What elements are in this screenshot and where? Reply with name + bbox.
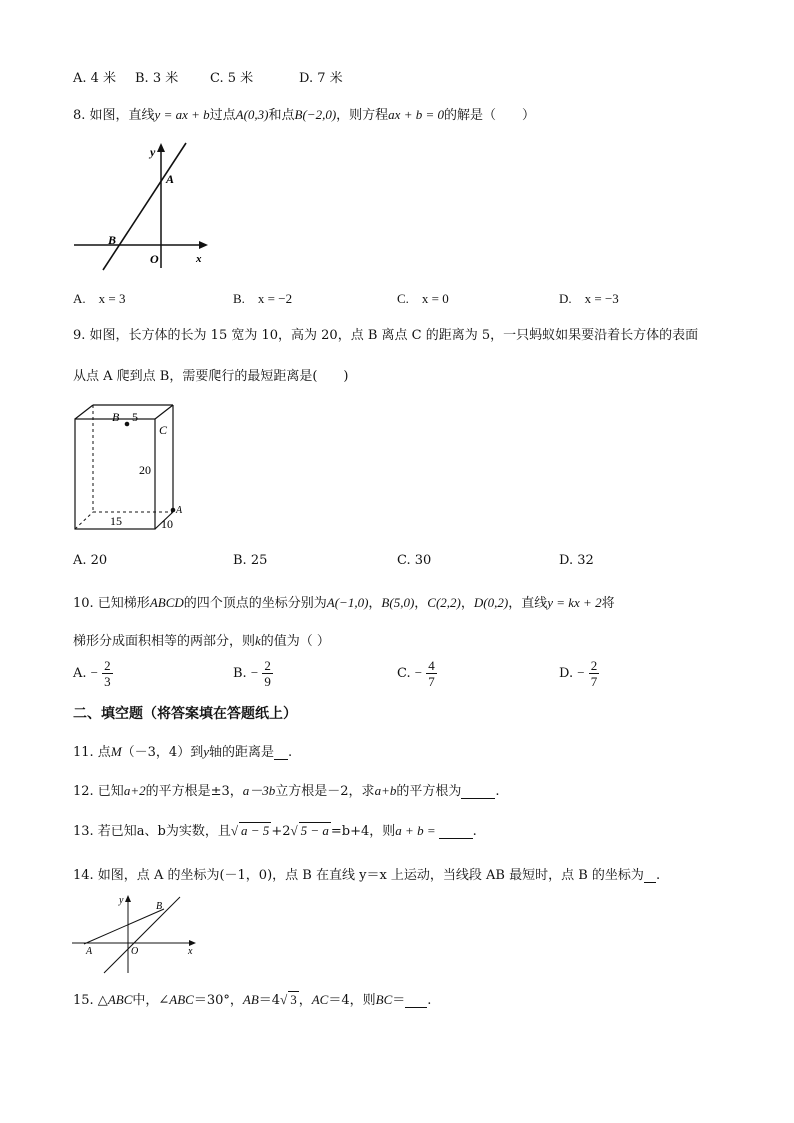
q10-option-c-fraction bbox=[426, 658, 437, 689]
q10-option-d-label: D. bbox=[559, 666, 574, 681]
q10-option-d-den: 7 bbox=[590, 674, 598, 689]
q12 bbox=[73, 780, 500, 799]
q8-label-b: B bbox=[108, 233, 117, 247]
q8-suffix: 的解是（ ） bbox=[444, 108, 536, 123]
q9-label-a: A bbox=[176, 505, 183, 516]
q10-option-c-label: C. bbox=[397, 666, 411, 681]
q8-x-arrow bbox=[199, 241, 208, 249]
q15-ac: AC bbox=[311, 992, 329, 1007]
q14-y-arrow bbox=[125, 895, 131, 902]
q10-option-c-den: 7 bbox=[428, 674, 435, 689]
q13-d: a + b = bbox=[395, 823, 436, 838]
q10-line2-a: 梯形分成面积相等的两部分，则 bbox=[73, 634, 256, 649]
q11 bbox=[73, 741, 292, 760]
q8-option-a: A. x = 3 bbox=[73, 291, 126, 306]
q10-option-a-sign: − bbox=[90, 665, 99, 680]
q8-option-b: B. x = −2 bbox=[233, 291, 293, 306]
q9-option-b: B. 25 bbox=[233, 553, 268, 568]
q10-point-d: D(0,2) bbox=[473, 595, 509, 610]
q14 bbox=[73, 864, 660, 883]
q11-c: 轴的距离是 bbox=[208, 745, 274, 760]
q8-mid2: 和点 bbox=[268, 108, 295, 123]
q9-option-c: C. 30 bbox=[397, 553, 432, 568]
q14-line-y-eq-x bbox=[104, 897, 180, 973]
q10-point-c: C(2,2) bbox=[427, 595, 461, 610]
q8-mid1: 过点 bbox=[209, 108, 236, 123]
q14-label-y: y bbox=[119, 895, 124, 906]
q10-option-b-num: 2 bbox=[264, 658, 271, 673]
q14-answer-blank[interactable] bbox=[644, 868, 656, 883]
q8-option-c: C. x = 0 bbox=[397, 291, 449, 306]
q15-ab: AB bbox=[242, 992, 259, 1007]
q15-end: . bbox=[427, 993, 432, 1008]
q12-answer-blank[interactable] bbox=[461, 784, 495, 799]
q10-point-b: B(5,0) bbox=[381, 595, 415, 610]
q9-edge-tl bbox=[75, 405, 93, 419]
q10-option-a bbox=[73, 658, 113, 689]
q9-option-d: D. 32 bbox=[559, 553, 594, 568]
q7-option-c: C. 5 米 bbox=[210, 71, 254, 86]
q14-label-x: x bbox=[188, 946, 193, 957]
q12-f: a+b bbox=[374, 783, 397, 798]
q13-radicand2: 5 − a bbox=[300, 823, 329, 838]
q12-a: 12. 已知 bbox=[73, 784, 124, 799]
q13-sqrt1: √ a − 5 bbox=[230, 823, 270, 838]
q15-radicand: 3 bbox=[290, 992, 297, 1007]
q10-option-a-label: A. bbox=[73, 666, 87, 681]
q10-point-a: A(−1,0) bbox=[326, 595, 369, 610]
q9-line2: 从点 A 爬到点 B，需要爬行的最短距离是( ) bbox=[73, 369, 349, 384]
q10-option-a-num: 2 bbox=[104, 658, 111, 673]
q15-tri: ABC bbox=[107, 992, 133, 1007]
q9-figure bbox=[70, 402, 195, 534]
q8-figure bbox=[70, 138, 215, 273]
q10-option-c-sign: − bbox=[414, 665, 423, 680]
q14-label-o: O bbox=[131, 946, 139, 957]
q15-sqrt: √ 3 bbox=[280, 992, 297, 1007]
q13-end: . bbox=[472, 824, 477, 839]
q13-c: =b+4，则 bbox=[330, 824, 396, 839]
q8-label-y: y bbox=[150, 145, 156, 159]
q15-g: ＝ bbox=[392, 993, 406, 1008]
q15-a: 15. △ bbox=[73, 993, 108, 1008]
q10-mid1: 的四个顶点的坐标分别为 bbox=[183, 596, 327, 611]
q10-option-b-sign: − bbox=[250, 665, 259, 680]
q14-label-b: B bbox=[156, 901, 163, 912]
q10-option-b-label: B. bbox=[233, 666, 247, 681]
q8-equation: ax + b = 0 bbox=[388, 107, 444, 122]
q14-label-a: A bbox=[86, 946, 93, 957]
q9-edge-tr bbox=[155, 405, 173, 419]
q8-label-x: x bbox=[196, 253, 202, 265]
q10-line1: 10. 已知梯形ABCD的四个顶点的坐标分别为A(−1,0)，B(5,0)，C(2,2)，D(0,2)，直线y = kx + 2将 bbox=[73, 595, 615, 611]
q8-point-a: A(0,3) bbox=[235, 107, 269, 122]
q9-hidden-diag bbox=[75, 512, 93, 529]
q14-text: 14. 如图，点 A 的坐标为(－1，0)，点 B 在直线 y＝x 上运动，当线段 AB 最短时，点 B 的坐标为 bbox=[73, 868, 644, 883]
q8-line bbox=[103, 143, 186, 270]
q10-end1: 将 bbox=[601, 596, 615, 611]
q9-label-5: 5 bbox=[132, 410, 138, 424]
q8-label-a: A bbox=[166, 172, 175, 186]
q10-prefix: 10. 已知梯形 bbox=[73, 596, 150, 611]
q15 bbox=[73, 989, 431, 1008]
q10-option-b-fraction bbox=[262, 658, 273, 689]
q10-option-b-den: 9 bbox=[264, 674, 271, 689]
q15-b: 中，∠ bbox=[132, 993, 170, 1008]
q8-line-eq: y = ax + b bbox=[154, 107, 210, 122]
q14-segment-ab bbox=[84, 909, 164, 944]
q13-answer-blank[interactable] bbox=[439, 824, 473, 839]
q10-option-d-fraction bbox=[589, 658, 600, 689]
q8-mid3: ，则方程 bbox=[336, 108, 389, 123]
q15-d: ＝4 bbox=[258, 993, 281, 1008]
q12-c: 的平方根是±3， bbox=[145, 784, 243, 799]
q9-option-a: A. 20 bbox=[73, 553, 108, 568]
q9-line1: 9. 如图，长方体的长为 15 宽为 10，高为 20，点 B 离点 C 的距离为 5，一只蚂蚁如果要沿着长方体的表面 bbox=[73, 328, 699, 343]
q8-point-b: B(−2,0) bbox=[294, 107, 337, 122]
q12-g: 的平方根为 bbox=[396, 784, 462, 799]
q11-y: y bbox=[203, 744, 209, 759]
q8-stem bbox=[73, 104, 535, 123]
q10-line2-b: 的值为（ ） bbox=[260, 634, 330, 649]
q8-y-arrow bbox=[157, 143, 165, 152]
q15-e: ， bbox=[298, 993, 312, 1008]
q10-name: ABCD bbox=[149, 595, 184, 610]
q9-label-15: 15 bbox=[110, 514, 122, 528]
q10-option-c-num: 4 bbox=[428, 658, 435, 673]
q9-label-b: B bbox=[112, 410, 120, 424]
q15-f: ＝4，则 bbox=[328, 993, 376, 1008]
q7-option-d: D. 7 米 bbox=[299, 71, 343, 86]
q10-k: k bbox=[255, 633, 261, 648]
q10-option-d-sign: − bbox=[577, 665, 585, 680]
q9-point-a bbox=[171, 508, 176, 513]
q11-a: 11. 点 bbox=[73, 745, 111, 760]
q10-line-eq: y = kx + 2 bbox=[547, 595, 602, 610]
q10-option-a-fraction bbox=[102, 658, 113, 689]
q12-e: 立方根是－2，求 bbox=[275, 784, 375, 799]
q10-option-a-den: 3 bbox=[104, 674, 111, 689]
q13 bbox=[73, 820, 477, 839]
q10-option-b bbox=[233, 658, 273, 689]
q14-end: . bbox=[655, 868, 661, 883]
q13-b: +2 bbox=[271, 824, 291, 839]
q12-end: . bbox=[495, 784, 500, 799]
q10-option-c bbox=[397, 658, 437, 689]
q11-end: . bbox=[288, 745, 293, 760]
q11-m: M bbox=[110, 744, 122, 759]
q8-prefix: 8. 如图，直线 bbox=[73, 108, 155, 123]
q12-d: a－3b bbox=[242, 783, 276, 798]
q13-a: 13. 若已知a、b为实数，且 bbox=[73, 824, 231, 839]
section-2-title: 二、填空题（将答案填在答题纸上） bbox=[73, 706, 297, 722]
q10-line2 bbox=[73, 630, 330, 649]
q10-option-d-num: 2 bbox=[590, 658, 598, 673]
q15-answer-blank[interactable] bbox=[405, 993, 427, 1008]
q13-sqrt2: √ 5 − a bbox=[290, 823, 329, 838]
q7-option-b: B. 3 米 bbox=[135, 71, 179, 86]
q14-figure bbox=[70, 891, 200, 976]
q9-label-10: 10 bbox=[161, 517, 173, 531]
q11-answer-blank[interactable] bbox=[274, 745, 288, 760]
q15-bc: BC bbox=[375, 992, 393, 1007]
q7-option-a: A. 4 米 bbox=[73, 71, 117, 86]
q15-ang: ABC bbox=[169, 992, 194, 1007]
q9-label-c: C bbox=[159, 423, 168, 437]
q15-c: ＝30°， bbox=[193, 993, 243, 1008]
q8-option-d: D. x = −3 bbox=[559, 291, 619, 306]
q8-label-o: O bbox=[150, 252, 159, 266]
q12-b: a+2 bbox=[123, 783, 146, 798]
q10-mid2: ，直线 bbox=[508, 596, 548, 611]
q11-b: （－3，4）到 bbox=[121, 745, 204, 760]
q9-point-b bbox=[125, 422, 130, 427]
q13-radicand1: a − 5 bbox=[241, 823, 270, 838]
q9-label-20: 20 bbox=[139, 463, 151, 477]
q10-option-d bbox=[559, 658, 599, 689]
